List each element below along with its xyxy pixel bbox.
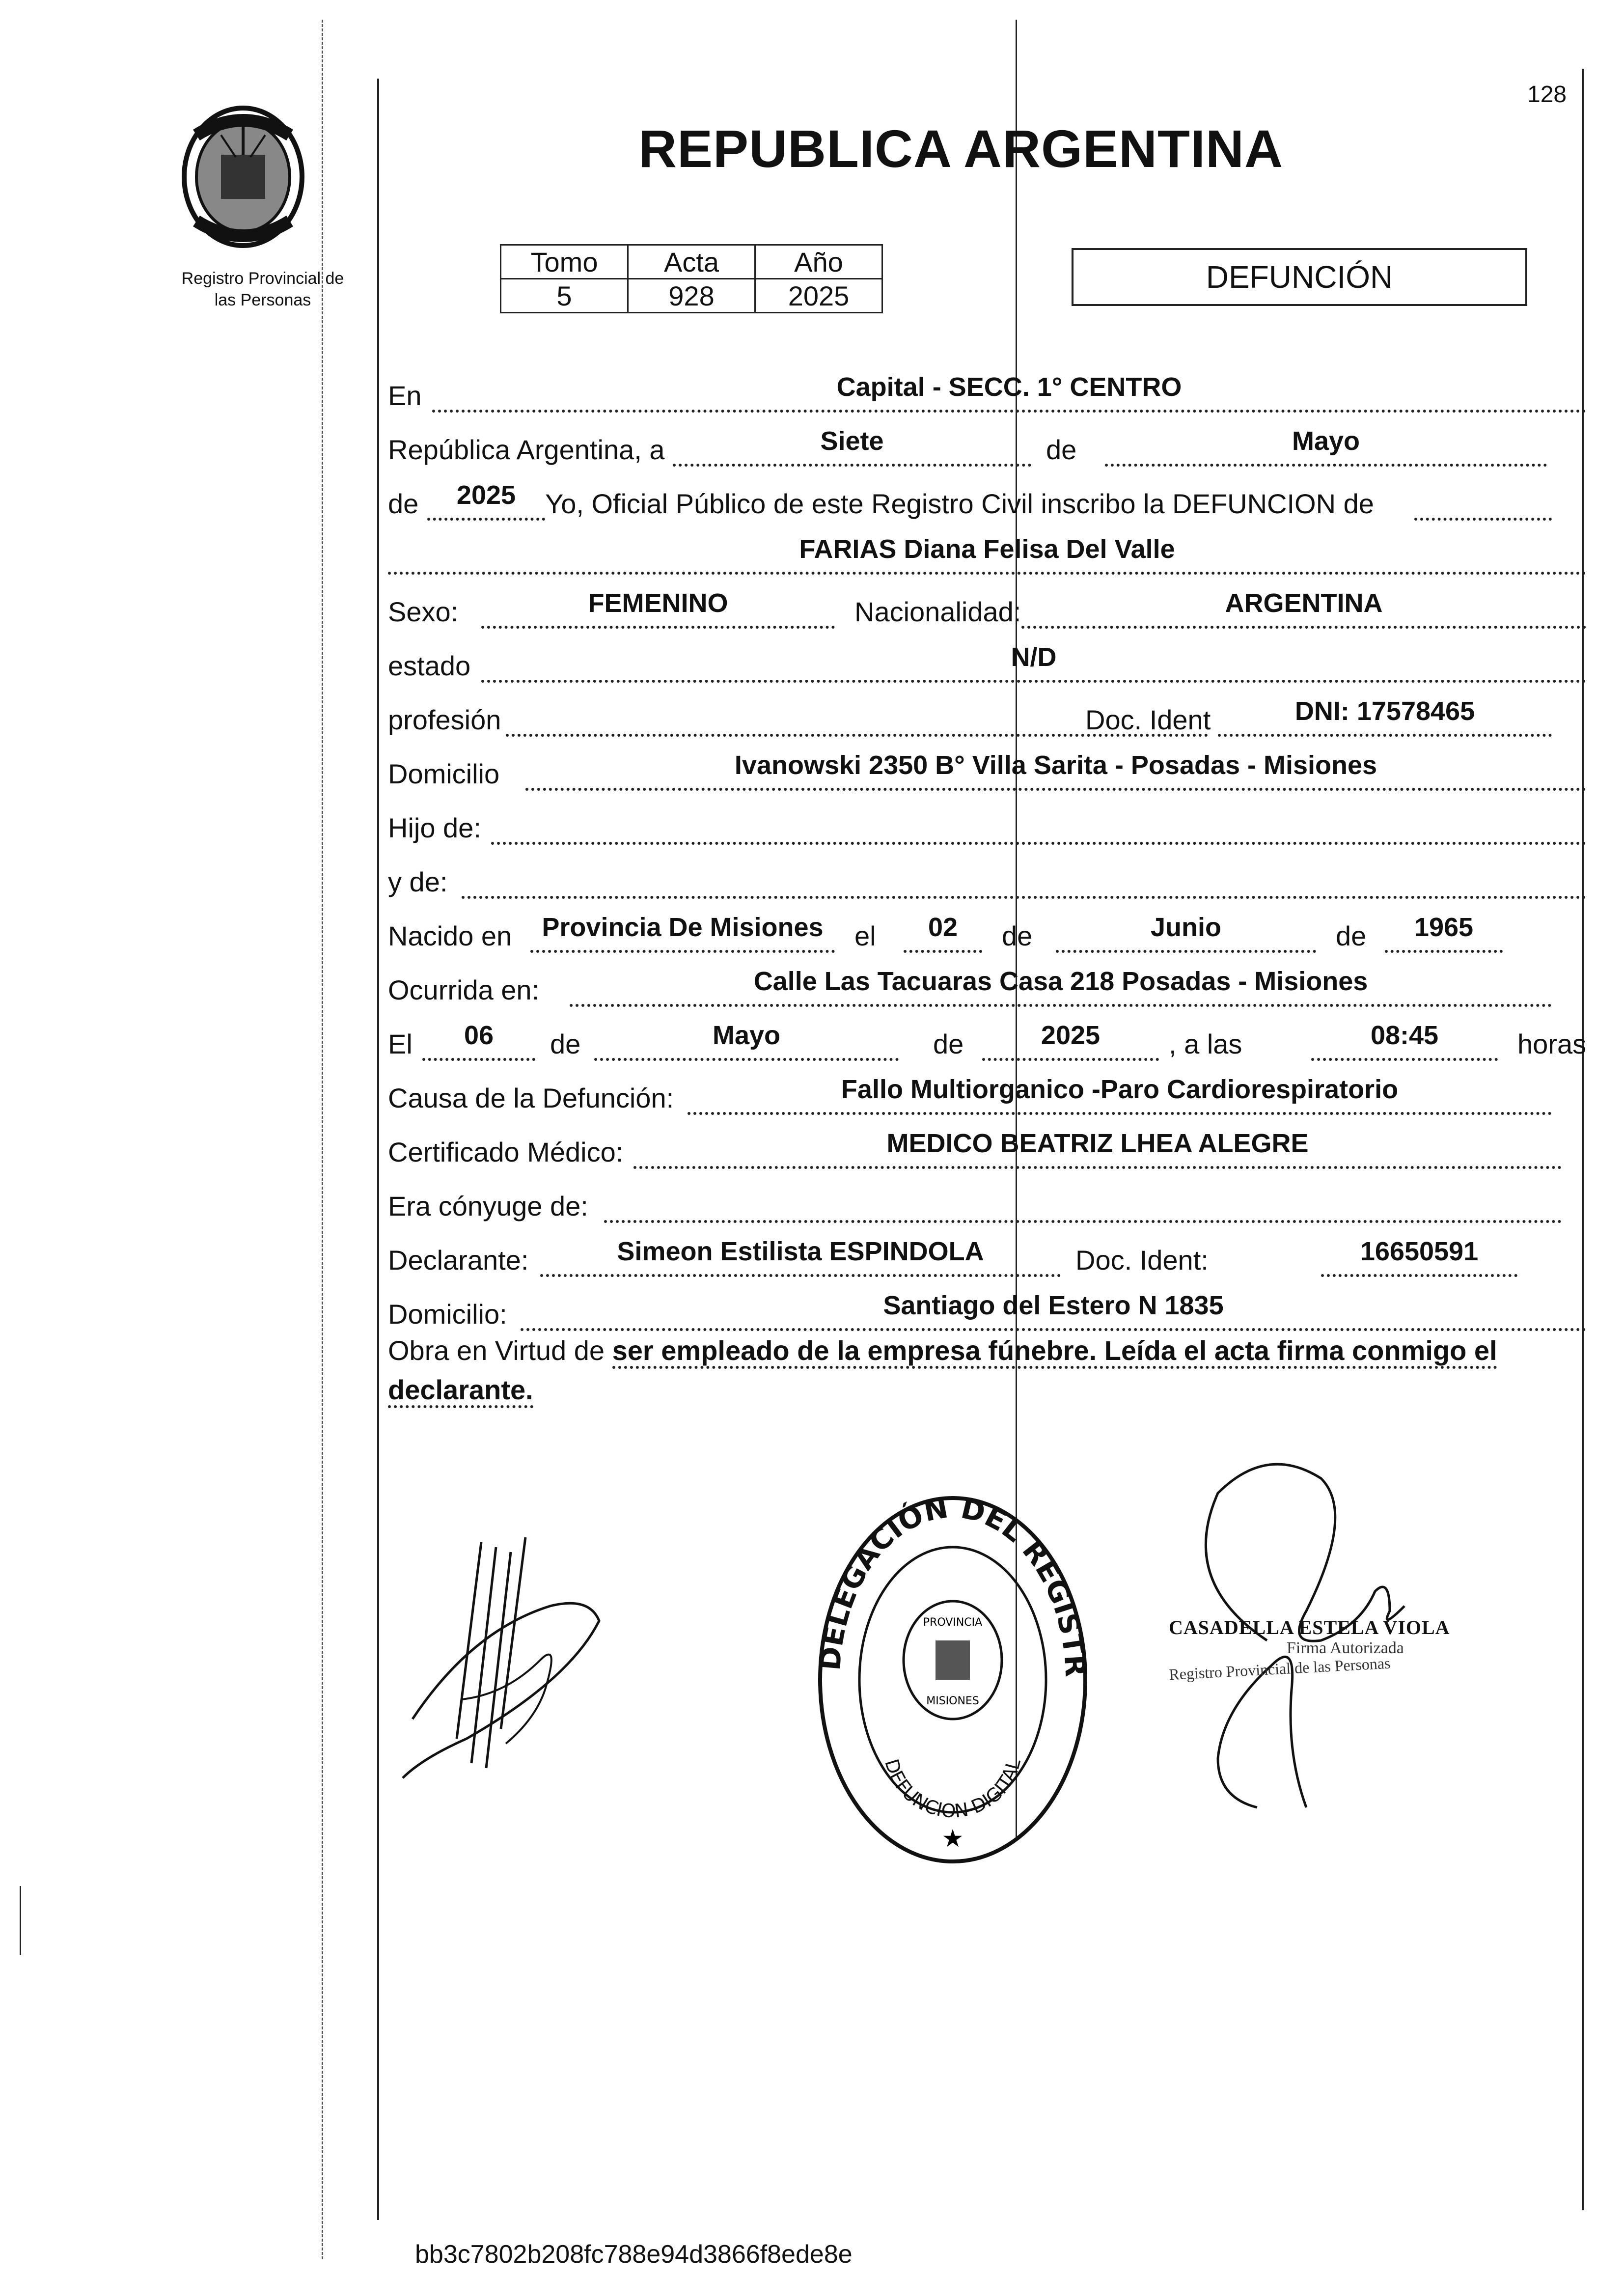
label-horas: horas [1517,1028,1587,1059]
row-nombre [388,530,1586,580]
field-mes-defuncion: Mayo [594,1020,899,1061]
label-hijo: Hijo de: [388,812,481,843]
label-ocurrida: Ocurrida en: [388,974,540,1005]
label-republica: República Argentina, a [388,434,665,465]
field-domicilio-declarante: Santiago del Estero N 1835 [521,1290,1586,1331]
field-domicilio: Ivanowski 2350 B° Villa Sarita - Posadas - Misiones [525,749,1586,791]
label-profesion: profesión [388,704,501,735]
label-sexo: Sexo: [388,596,459,627]
field-dia-defuncion: 06 [422,1020,535,1061]
row-y-de [388,855,1586,904]
field-hijo [491,804,1586,845]
row-anio [388,476,1586,526]
registry-name [152,268,373,311]
registry-seal [803,1467,1093,1866]
seal-inner-text: DEFUNCION DIGITAL [881,1756,1025,1822]
field-doc-ident: DNI: 17578465 [1218,695,1552,737]
label-el: el [854,920,876,951]
field-obra: ser empleado de la empresa fúnebre. Leída el acta firma conmigo el declarante. [388,1335,1497,1408]
row-declarante [388,1233,1586,1282]
act-type-box: DEFUNCIÓN [1072,248,1527,306]
field-lugar-defuncion: Calle Las Tacuaras Casa 218 Posadas - Misiones [570,966,1552,1007]
row-conyuge [388,1179,1586,1228]
acta-table [500,244,883,313]
field-lugar: Capital - SECC. 1° CENTRO [432,371,1586,413]
scan-mark [20,1886,21,1955]
label-estado: estado [388,650,471,681]
row-estado [388,638,1586,688]
label-declarante: Declarante: [388,1245,529,1276]
field-mes: Mayo [1105,425,1547,467]
label-causa: Causa de la Defunción: [388,1082,674,1113]
row-domicilio-declarante [388,1287,1586,1336]
page-title: REPUBLICA ARGENTINA [638,119,1283,178]
label-de: de [1046,434,1077,465]
acta-table-value-row [501,279,882,313]
field-dia-letras: Siete [673,425,1031,467]
field-y-de [462,858,1586,899]
page-number: 128 [1527,82,1567,108]
registry-line-2: las Personas [214,291,311,309]
label-a-las: , a las [1169,1028,1242,1059]
label-nacionalidad: Nacionalidad: [854,596,1021,627]
acta-table-header-row [501,245,882,279]
field-causa: Fallo Multiorganico -Paro Cardiorespiratorio [688,1074,1552,1115]
label-doc-ident: Doc. Ident [1085,704,1211,735]
label-domicilio: Domicilio [388,758,500,789]
field-doc-ident-declarante: 16650591 [1321,1236,1517,1277]
label-de-nac-2: de [1336,920,1367,951]
label-domicilio-declarante: Domicilio: [388,1299,507,1330]
acta-header-acta: Acta [628,245,755,279]
label-el-defuncion: El [388,1028,413,1059]
label-de-nac-1: de [1002,920,1033,951]
row-sexo [388,584,1586,634]
field-conyuge [604,1182,1562,1223]
label-nacido: Nacido en [388,920,512,951]
registry-line-1: Registro Provincial de [181,269,344,288]
field-dia-nacimiento: 02 [904,912,982,953]
seal-star-icon: ★ [941,1825,964,1852]
label-de-anio: de [388,488,419,519]
field-mes-nacimiento: Junio [1056,912,1316,953]
row-causa [388,1071,1586,1120]
inscription-text: Yo, Oficial Público de este Registro Civil inscribo la DEFUNCION de [545,488,1374,519]
field-certificado: MEDICO BEATRIZ LHEA ALEGRE [633,1128,1562,1169]
row-ocurrida [388,963,1586,1012]
field-declarante: Simeon Estilista ESPINDOLA [540,1236,1061,1277]
label-conyuge: Era cónyuge de: [388,1191,588,1221]
row-nacido [388,909,1586,958]
official-stamp-org: Registro Provincial de las Personas [1168,1654,1391,1684]
seal-emblem-bottom: MISIONES [926,1695,979,1707]
declarant-signature [393,1532,629,1788]
field-sexo: FEMENINO [481,587,835,629]
document-hash: bb3c7802b208fc788e94d3866f8ede8e [415,2240,853,2269]
acta-value-anio: 2025 [755,279,882,313]
left-border-line [377,79,379,2220]
official-stamp-name: CASADELLA ESTELA VIOLA [1169,1616,1450,1638]
field-anio-blank [1414,479,1552,521]
label-de-def-1: de [550,1028,581,1059]
row-profesion [388,693,1586,742]
left-margin-dashes [322,20,323,2259]
field-anio-nacimiento: 1965 [1385,912,1503,953]
label-de-def-2: de [933,1028,964,1059]
acta-header-anio: Año [755,245,882,279]
acta-value-acta: 928 [628,279,755,313]
row-fecha [388,422,1586,472]
official-stamp [1168,1616,1473,1684]
field-hora-defuncion: 08:45 [1311,1020,1498,1061]
seal-outer-text: DELEGACIÓN DEL REGISTRO DE LAS PERSONAS [803,1467,1093,1678]
field-nombre-fallecido: FARIAS Diana Felisa Del Valle [388,533,1586,575]
field-estado: N/D [481,641,1586,683]
label-certificado: Certificado Médico: [388,1137,624,1167]
acta-value-tomo: 5 [501,279,628,313]
field-anio: 2025 [427,479,545,521]
field-nacionalidad: ARGENTINA [1021,587,1586,629]
row-obra [388,1331,1586,1410]
field-lugar-nacimiento: Provincia De Misiones [530,912,835,953]
field-anio-defuncion: 2025 [982,1020,1159,1061]
row-certificado [388,1125,1586,1174]
row-hijo [388,801,1586,850]
official-stamp-role: Firma Autorizada [1287,1639,1404,1657]
label-y-de: y de: [388,866,448,897]
label-doc-ident-declarante: Doc. Ident: [1075,1245,1209,1276]
province-coat-of-arms-logo [162,96,324,253]
row-en [388,368,1586,417]
svg-text:DEFUNCION DIGITAL [881,1756,1025,1822]
seal-emblem-top: PROVINCIA [923,1616,983,1629]
label-obra: Obra en Virtud de [388,1335,605,1366]
row-domicilio [388,747,1586,796]
row-fecha-defuncion [388,1017,1586,1066]
acta-header-tomo: Tomo [501,245,628,279]
label-en: En [388,380,422,411]
